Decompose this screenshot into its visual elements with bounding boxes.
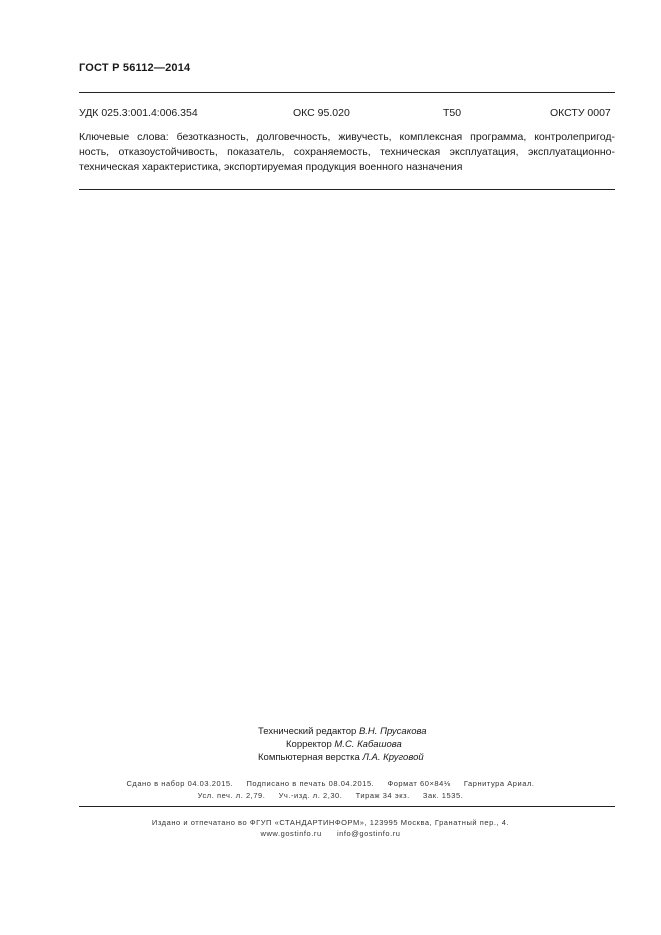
publisher-website[interactable]: www.gostinfo.ru: [260, 829, 322, 838]
keywords: [79, 130, 615, 175]
credit-name: В.Н. Прусакова: [358, 726, 427, 737]
keywords-line: Ключевые слова: безотказность, долговечность, живучесть, комплексная программа, контролепригод-: [79, 131, 615, 143]
t-code: Т50: [443, 107, 462, 119]
imprint-line: Сдано в набор 04.03.2015. Подписано в печать 08.04.2015. Формат 60×84⅛ Гарнитура Ариал.: [126, 779, 535, 788]
credit-label: Технический редактор: [258, 726, 357, 737]
divider: [79, 806, 615, 807]
divider: [79, 92, 615, 93]
keywords-line: техническая характеристика, экспортируемая продукция военного назначения: [79, 161, 463, 173]
okstu-code: ОКСТУ 0007: [550, 107, 611, 119]
credit-label: Компьютерная верстка: [258, 752, 360, 763]
publisher-address: Издано и отпечатано во ФГУП «СТАНДАРТИНФОРМ», 123995 Москва, Гранатный пер., 4.: [151, 818, 510, 827]
publisher-email[interactable]: info@gostinfo.ru: [336, 829, 401, 838]
credit-corrector: [286, 739, 661, 750]
standard-number: ГОСТ Р 56112—2014: [79, 62, 191, 74]
oks-code: ОКС 95.020: [293, 107, 350, 119]
credit-layout: [258, 752, 638, 763]
credit-tech-editor: [258, 726, 638, 737]
udk-code: УДК 025.3:001.4:006.354: [79, 107, 198, 119]
divider: [79, 189, 615, 190]
imprint-line: Усл. печ. л. 2,79. Уч.-изд. л. 2,30. Тираж 34 экз. Зак. 1535.: [197, 791, 464, 800]
credit-name: М.С. Кабашова: [334, 739, 402, 750]
keywords-line: ность, отказоустойчивость, показатель, сохраняемость, техническая эксплуатация, эксплуатационно-: [79, 146, 615, 158]
publisher-contacts: [0, 829, 661, 838]
credit-name: Л.А. Круговой: [362, 752, 424, 763]
credit-label: Корректор: [286, 739, 332, 750]
